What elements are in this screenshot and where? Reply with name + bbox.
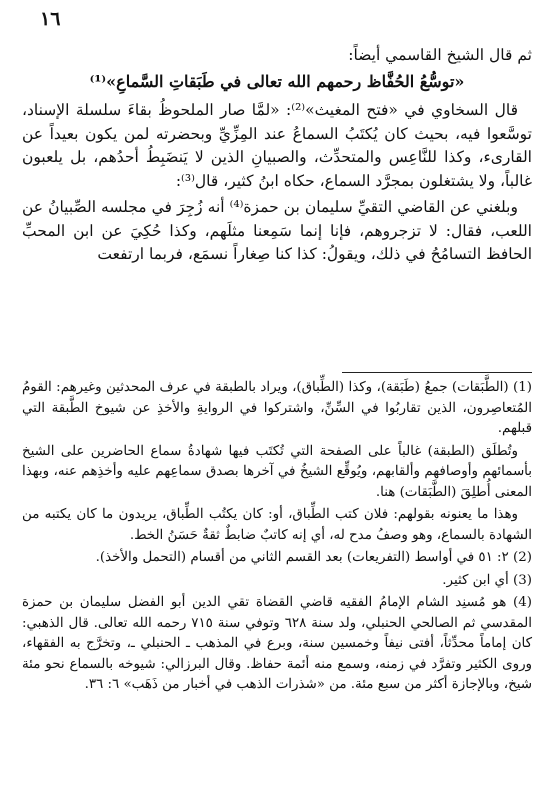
paragraph-2: وبلغني عن القاضي التقيِّ سليمان بن حمزة⁽⁴⁾ أنه زُجِرَ في مجلسه الصِّبيانُ عن اللعب، فقال: لا تزجروهم، فإنا إنما سَمِعنا مثلَهم، وكذا حُكِيَ عن ابن المحبِّ الحافظ التسامُحُ في ذلك، ويقولُ: كذا كنا صِغاراً نسمَع، فربما ارتفعت (22, 198, 532, 263)
main-text (22, 44, 532, 270)
footnotes (22, 378, 532, 698)
footnote-4: (4) هو مُسنِد الشام الإمامُ الفقيه قاضي القضاة تقي الدين أبو الفضل سليمان بن حمزة المقدسي ثم الصالحي الحنبلي، ولد سنة ٦٢٨ وتوفي سنة ٧١٥ رحمه الله تعالى. قال الذهبي: كان إماماً محدِّثاً، أفتى نيفاً وخمسين سنة، وبرع في المذهب ـ الحنبلي ـ، وتخرَّج به الفقهاء، وروى الكثير وتفرَّد في زمنه، وسمع منه أئمة حفاظ. وقال البرزالي: شيوخه بالسماع نحو مئة شيخ، وبالإجازة أكثر من سبع مئة. من «شذرات الذهب في أخبار من ذَهَب» ٦: ٣٦. (22, 595, 532, 692)
paragraph-1: قال السخاوي في «فتح المغيث»⁽²⁾: «لمَّا صار الملحوظُ بقاءَ سلسلة الإسناد، توسَّعوا فيه، بحيث كان يُكتَبُ السماعُ عند المِزِّيِّ وبحضرته لمن يكون بعيداً عن القارىء، وكذا للنَّاعِس والمتحدِّث، والصبيانِ الذين لا يَنضَبِطُ أحدُهم، بل يلعبون غالباً، ولا يشتغلون بمجرَّد السماع، حكاه ابنُ كثير، قال⁽³⁾: (22, 101, 532, 190)
footnote-1-cont-2: وهذا ما يعنونه بقولهم: فلان كتب الطِّباق، أو: كان يكتُب الطِّباق، يريدون ما كان يكتبه من الشهادة بالسماع، وهو وصفُ مدح له، أي إنه كاتبٌ ضابطٌ ثقةٌ حَسَنُ الخط. (22, 507, 532, 543)
intro-line: ثم قال الشيخ القاسمي أيضاً: (348, 46, 532, 64)
footnote-1: (1) (الطَّبَقات) جمعُ (طَبَقة)، وكذا (الطِّباق)، ويراد بالطبقة في عرف المحدثين وغيرهم: القومُ المُتعاصِرون، الذين تقاربُوا في السِّنِّ، واشتركوا في الروايةِ والأخذِ عن شيوخ الطَّبقة التي قبلهم. (22, 380, 532, 436)
footnote-separator (342, 372, 532, 373)
footnote-2: (2) ٢: ٥١ في أواسط (التفريعات) بعد القسم الثاني من أقسام (التحمل والأخذ). (95, 550, 532, 565)
footnote-3: (3) أي ابن كثير. (442, 572, 532, 588)
page-number: ١٦ (40, 8, 61, 30)
section-title: «توسُّعُ الحُفَّاظ رحمهم الله تعالى في طَبَقاتِ السَّماعِ»⁽¹⁾ (89, 72, 465, 91)
footnote-1-cont: وتُطلَق (الطبقة) غالباً على الصفحة التي تُكتَب فيها شهادةُ سماع الحاضرين على الشيخ بأسمائهم وأوصافهم وألقابهم، ويُوقِّع الشيخُ في آخرها بصدق سماعِهم عليه وأخذِهم عنه، وبهذا المعنى أُطلِقَ (الطَّبَقات) هنا. (22, 443, 532, 500)
